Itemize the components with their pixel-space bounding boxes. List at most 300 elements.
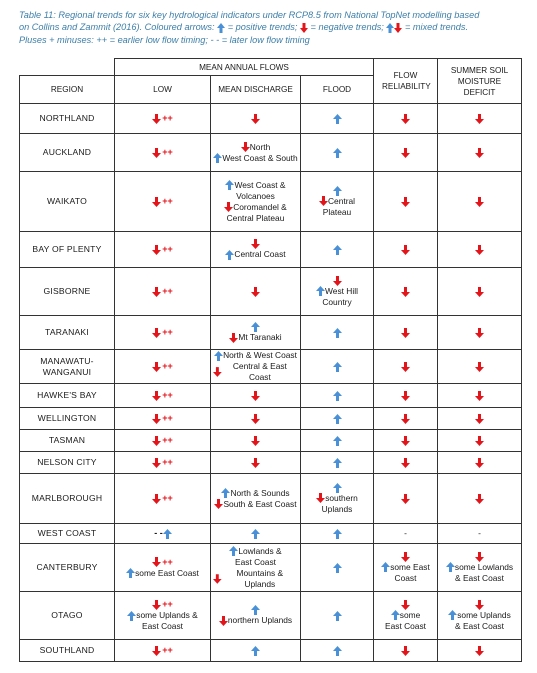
region-cell bbox=[20, 474, 115, 524]
table-row bbox=[20, 474, 522, 524]
cell-content bbox=[213, 605, 298, 626]
up-arrow-icon bbox=[333, 391, 342, 401]
down-arrow-icon bbox=[219, 616, 228, 626]
cell-content bbox=[440, 600, 519, 632]
cell-text: Coromandel & bbox=[233, 201, 287, 212]
down-arrow-icon bbox=[152, 328, 161, 338]
down-arrow-icon bbox=[152, 148, 161, 158]
down-arrow-icon bbox=[475, 362, 484, 372]
down-arrow-icon bbox=[251, 436, 260, 446]
cell-content bbox=[303, 362, 371, 372]
cell-text: ++ bbox=[162, 435, 173, 445]
region-name: WAIKATO bbox=[47, 196, 87, 206]
caption-line-1: Table 11: Regional trends for six key hydrological indicators under RCP8.5 from National TopNet modelling based bbox=[19, 10, 480, 20]
cell-content bbox=[117, 457, 208, 468]
flow-reliability-cell bbox=[374, 384, 438, 408]
flow-reliability-cell bbox=[374, 268, 438, 316]
down-arrow-icon bbox=[401, 114, 410, 124]
cell-content bbox=[440, 458, 519, 468]
mean-discharge-cell bbox=[211, 408, 301, 430]
up-arrow-icon bbox=[386, 23, 394, 33]
down-arrow-icon bbox=[401, 646, 410, 656]
cell-content bbox=[303, 148, 371, 158]
mean-discharge-cell bbox=[211, 134, 301, 172]
cell-content bbox=[117, 435, 208, 446]
cell-content bbox=[376, 552, 435, 584]
soil-deficit-cell bbox=[438, 384, 522, 408]
cell-line bbox=[225, 249, 285, 260]
up-arrow-icon bbox=[333, 148, 342, 158]
flow-reliability-cell bbox=[374, 316, 438, 350]
cell-text: Volcanoes bbox=[236, 190, 275, 201]
cell-line bbox=[455, 573, 504, 584]
table-row bbox=[20, 384, 522, 408]
flow-reliability-cell bbox=[374, 592, 438, 640]
down-arrow-icon bbox=[152, 114, 161, 124]
cell-line bbox=[213, 361, 298, 383]
cell-text: some Uplands & bbox=[136, 610, 198, 620]
region-name: WELLINGTON bbox=[37, 413, 97, 423]
cell-line bbox=[251, 646, 260, 656]
region-name: MANAWATU- bbox=[40, 355, 94, 366]
flood-cell bbox=[301, 104, 374, 134]
cell-line bbox=[401, 287, 410, 297]
cell-text: ++ bbox=[162, 556, 173, 567]
up-arrow-icon bbox=[333, 483, 342, 493]
down-arrow-icon bbox=[241, 142, 250, 152]
cell-line bbox=[475, 646, 484, 656]
cell-line bbox=[323, 207, 351, 218]
flood-cell bbox=[301, 474, 374, 524]
cell-content bbox=[303, 391, 371, 401]
low-cell bbox=[115, 544, 211, 592]
flood-cell bbox=[301, 268, 374, 316]
cell-content bbox=[213, 646, 298, 656]
mean-discharge-cell bbox=[211, 104, 301, 134]
cell-content bbox=[117, 557, 208, 579]
down-arrow-icon bbox=[333, 276, 342, 286]
cell-line bbox=[152, 557, 173, 568]
cell-line bbox=[251, 287, 260, 297]
down-arrow-icon bbox=[401, 245, 410, 255]
cell-content bbox=[117, 244, 208, 255]
up-arrow-icon bbox=[217, 23, 225, 33]
up-arrow-icon bbox=[333, 611, 342, 621]
flood-cell bbox=[301, 452, 374, 474]
down-arrow-icon bbox=[300, 23, 308, 33]
table-row bbox=[20, 524, 522, 544]
cell-text: Plateau bbox=[322, 206, 352, 217]
table-row bbox=[20, 592, 522, 640]
down-arrow-icon bbox=[152, 494, 161, 504]
down-arrow-icon bbox=[401, 458, 410, 468]
cell-line bbox=[152, 244, 173, 255]
cell-line bbox=[404, 528, 407, 539]
cell-content bbox=[303, 458, 371, 468]
flood-cell bbox=[301, 544, 374, 592]
cell-content bbox=[376, 458, 435, 468]
cell-text: Central Plateau bbox=[226, 212, 285, 223]
cell-line bbox=[224, 202, 287, 213]
cell-line bbox=[475, 328, 484, 338]
cell-content bbox=[117, 390, 208, 401]
header-mean-annual-flows: MEAN ANNUAL FLOWS bbox=[115, 59, 374, 76]
region-name: NELSON CITY bbox=[37, 457, 97, 467]
down-arrow-icon bbox=[401, 362, 410, 372]
down-arrow-icon bbox=[251, 458, 260, 468]
down-arrow-icon bbox=[251, 414, 260, 424]
cell-line bbox=[446, 562, 513, 573]
cell-line bbox=[152, 196, 173, 207]
cell-content bbox=[376, 148, 435, 158]
cell-line bbox=[251, 391, 260, 401]
cell-line bbox=[229, 546, 281, 557]
flow-reliability-cell bbox=[374, 430, 438, 452]
cell-content bbox=[213, 239, 298, 260]
mean-discharge-cell bbox=[211, 544, 301, 592]
cell-content bbox=[303, 114, 371, 124]
region-cell bbox=[20, 430, 115, 452]
cell-text: Mountains & Uplands bbox=[236, 567, 284, 589]
table-row bbox=[20, 316, 522, 350]
cell-line bbox=[142, 621, 183, 632]
cell-line bbox=[401, 646, 410, 656]
cell-line bbox=[227, 213, 285, 224]
region-cell bbox=[20, 172, 115, 232]
cell-line bbox=[401, 148, 410, 158]
up-arrow-icon bbox=[251, 529, 260, 539]
down-arrow-icon bbox=[475, 148, 484, 158]
table-row bbox=[20, 134, 522, 172]
cell-line bbox=[475, 414, 484, 424]
flood-cell bbox=[301, 316, 374, 350]
cell-line bbox=[213, 153, 297, 164]
down-arrow-icon bbox=[214, 499, 223, 509]
cell-text: ++ bbox=[162, 413, 173, 423]
soil-deficit-cell bbox=[438, 592, 522, 640]
header-soil-moisture-deficit-text: SUMMER SOIL MOISTURE DEFICIT bbox=[450, 65, 509, 97]
cell-content bbox=[303, 646, 371, 656]
cell-content bbox=[117, 113, 208, 124]
down-arrow-icon bbox=[475, 552, 484, 562]
cell-content bbox=[213, 488, 298, 510]
region-name: NORTHLAND bbox=[39, 113, 95, 123]
region-name: GISBORNE bbox=[43, 286, 91, 296]
mean-discharge-cell bbox=[211, 430, 301, 452]
cell-content bbox=[440, 414, 519, 424]
down-arrow-icon bbox=[251, 287, 260, 297]
up-arrow-icon bbox=[333, 186, 342, 196]
region-cell bbox=[20, 384, 115, 408]
flood-cell bbox=[301, 232, 374, 268]
region-cell bbox=[20, 544, 115, 592]
cell-content bbox=[440, 245, 519, 255]
cell-text: northern Uplands bbox=[227, 615, 293, 625]
cell-text: - bbox=[478, 528, 481, 538]
cell-text: East Coast bbox=[142, 621, 183, 631]
mean-discharge-cell bbox=[211, 232, 301, 268]
cell-text: Mt Taranaki bbox=[238, 332, 282, 342]
up-arrow-icon bbox=[333, 458, 342, 468]
region-name: HAWKE'S BAY bbox=[37, 390, 97, 400]
down-arrow-icon bbox=[401, 552, 410, 562]
cell-line bbox=[152, 599, 173, 610]
cell-line bbox=[214, 350, 297, 361]
cell-text: & East Coast bbox=[455, 620, 504, 631]
up-arrow-icon bbox=[333, 529, 342, 539]
down-arrow-icon bbox=[475, 197, 484, 207]
up-arrow-icon bbox=[333, 563, 342, 573]
cell-line bbox=[401, 414, 410, 424]
region-name: OTAGO bbox=[51, 610, 83, 620]
down-arrow-icon bbox=[152, 414, 161, 424]
cell-line bbox=[385, 621, 426, 632]
cell-content bbox=[440, 287, 519, 297]
header-mean-discharge: MEAN DISCHARGE bbox=[211, 76, 301, 104]
cell-text: South & East Coast bbox=[223, 498, 297, 509]
flood-cell bbox=[301, 592, 374, 640]
cell-text: East Coast bbox=[385, 620, 426, 631]
cell-text: Central Coast bbox=[234, 249, 286, 259]
down-arrow-icon bbox=[401, 328, 410, 338]
low-cell bbox=[115, 640, 211, 662]
cell-content bbox=[376, 362, 435, 372]
caption-line-3: Pluses + minuses: ++ = earlier low flow timing; - - = later low flow timing bbox=[19, 34, 310, 45]
cell-content bbox=[303, 328, 371, 338]
cell-content bbox=[117, 327, 208, 338]
down-arrow-icon bbox=[251, 391, 260, 401]
cell-line bbox=[333, 483, 342, 493]
cell-line bbox=[333, 391, 342, 401]
cell-text: ++ bbox=[162, 493, 173, 503]
flow-reliability-cell bbox=[374, 544, 438, 592]
mean-discharge-cell bbox=[211, 268, 301, 316]
mean-discharge-cell bbox=[211, 316, 301, 350]
cell-line bbox=[213, 568, 298, 590]
cell-content bbox=[376, 328, 435, 338]
header-flow-reliability bbox=[374, 59, 438, 104]
low-cell bbox=[115, 172, 211, 232]
mean-discharge-cell bbox=[211, 592, 301, 640]
cell-text: West Coast & bbox=[234, 179, 286, 190]
up-arrow-icon bbox=[333, 436, 342, 446]
down-arrow-icon bbox=[475, 458, 484, 468]
cell-content bbox=[440, 494, 519, 504]
cell-text: East Coast bbox=[235, 556, 276, 567]
region-cell bbox=[20, 640, 115, 662]
cell-line bbox=[333, 436, 342, 446]
soil-deficit-cell bbox=[438, 316, 522, 350]
cell-line bbox=[251, 436, 260, 446]
down-arrow-icon bbox=[251, 114, 260, 124]
soil-deficit-cell bbox=[438, 134, 522, 172]
cell-line bbox=[333, 148, 342, 158]
cell-content bbox=[440, 646, 519, 656]
cell-text: North & Sounds bbox=[230, 487, 290, 498]
cell-text: ++ bbox=[162, 286, 173, 296]
cell-line bbox=[333, 186, 342, 196]
cell-line bbox=[475, 458, 484, 468]
cell-text: some East bbox=[390, 561, 430, 572]
cell-text: ++ bbox=[162, 113, 173, 123]
table-caption bbox=[19, 9, 524, 46]
region-name: AUCKLAND bbox=[42, 147, 92, 157]
cell-line bbox=[401, 328, 410, 338]
cell-line bbox=[221, 488, 289, 499]
cell-line bbox=[448, 610, 511, 621]
region-name: CANTERBURY bbox=[36, 562, 98, 572]
low-cell bbox=[115, 592, 211, 640]
low-cell bbox=[115, 408, 211, 430]
down-arrow-icon bbox=[475, 414, 484, 424]
cell-content bbox=[117, 528, 208, 539]
cell-line bbox=[251, 414, 260, 424]
cell-text: North bbox=[249, 141, 271, 152]
soil-deficit-cell bbox=[438, 544, 522, 592]
cell-content bbox=[213, 322, 298, 343]
cell-line bbox=[475, 494, 484, 504]
cell-content bbox=[213, 287, 298, 297]
cell-line bbox=[401, 362, 410, 372]
flood-cell bbox=[301, 524, 374, 544]
cell-line bbox=[333, 529, 342, 539]
cell-content bbox=[213, 529, 298, 539]
cell-content bbox=[376, 646, 435, 656]
cell-text: ++ bbox=[162, 361, 173, 371]
cell-line bbox=[401, 494, 410, 504]
low-cell bbox=[115, 232, 211, 268]
up-arrow-icon bbox=[316, 286, 325, 296]
cell-content bbox=[376, 245, 435, 255]
down-arrow-icon bbox=[401, 391, 410, 401]
down-arrow-icon bbox=[224, 202, 233, 212]
cell-line bbox=[401, 458, 410, 468]
up-arrow-icon bbox=[251, 646, 260, 656]
flood-cell bbox=[301, 134, 374, 172]
cell-line bbox=[475, 600, 484, 610]
cell-line bbox=[478, 528, 481, 539]
cell-content bbox=[213, 414, 298, 424]
cell-text: West Coast & South bbox=[222, 152, 298, 163]
cell-text: & East Coast bbox=[455, 572, 504, 583]
table-row bbox=[20, 232, 522, 268]
hydrology-trends-table bbox=[19, 58, 522, 662]
down-arrow-icon bbox=[475, 391, 484, 401]
cell-content bbox=[213, 142, 298, 164]
cell-line bbox=[152, 286, 173, 297]
up-arrow-icon bbox=[251, 322, 260, 332]
down-arrow-icon bbox=[316, 493, 325, 503]
cell-content bbox=[117, 413, 208, 424]
cell-content bbox=[303, 529, 371, 539]
region-cell bbox=[20, 134, 115, 172]
low-cell bbox=[115, 350, 211, 384]
region-name: MARLBOROUGH bbox=[31, 493, 103, 503]
region-name: TARANAKI bbox=[45, 327, 89, 337]
region-name: SOUTHLAND bbox=[39, 645, 95, 655]
cell-text: Uplands bbox=[321, 503, 353, 514]
low-cell bbox=[115, 134, 211, 172]
cell-content bbox=[440, 148, 519, 158]
down-arrow-icon bbox=[475, 114, 484, 124]
cell-line bbox=[319, 196, 355, 207]
cell-content bbox=[440, 362, 519, 372]
cell-text: some bbox=[399, 609, 421, 620]
table-row bbox=[20, 268, 522, 316]
cell-text: some Lowlands bbox=[454, 561, 514, 572]
cell-text: Country bbox=[322, 296, 352, 307]
soil-deficit-cell bbox=[438, 350, 522, 384]
mean-discharge-cell bbox=[211, 350, 301, 384]
cell-content bbox=[117, 599, 208, 632]
cell-line bbox=[229, 332, 281, 343]
up-arrow-icon bbox=[333, 245, 342, 255]
table-row bbox=[20, 104, 522, 134]
down-arrow-icon bbox=[152, 557, 161, 567]
header-flood: FLOOD bbox=[301, 76, 374, 104]
cell-line bbox=[153, 528, 172, 539]
down-arrow-icon bbox=[152, 287, 161, 297]
down-arrow-icon bbox=[251, 239, 260, 249]
down-arrow-icon bbox=[475, 494, 484, 504]
up-arrow-icon bbox=[225, 180, 234, 190]
cell-line bbox=[322, 504, 353, 515]
cell-line bbox=[241, 142, 270, 153]
cell-text: West Hill bbox=[325, 285, 358, 296]
up-arrow-icon bbox=[225, 250, 234, 260]
cell-content bbox=[213, 546, 298, 590]
flow-reliability-cell bbox=[374, 172, 438, 232]
up-arrow-icon bbox=[163, 529, 172, 539]
table-row bbox=[20, 640, 522, 662]
cell-line bbox=[333, 245, 342, 255]
cell-line bbox=[475, 362, 484, 372]
cell-text: some East Coast bbox=[135, 567, 199, 578]
up-arrow-icon bbox=[333, 114, 342, 124]
cell-content bbox=[213, 458, 298, 468]
cell-line bbox=[333, 414, 342, 424]
down-arrow-icon bbox=[401, 414, 410, 424]
cell-content bbox=[376, 600, 435, 632]
down-arrow-icon bbox=[319, 196, 328, 206]
soil-deficit-cell bbox=[438, 474, 522, 524]
cell-line bbox=[455, 621, 504, 632]
cell-content bbox=[440, 552, 519, 584]
low-cell bbox=[115, 104, 211, 134]
cell-content bbox=[440, 328, 519, 338]
cell-content bbox=[213, 391, 298, 401]
low-cell bbox=[115, 474, 211, 524]
up-arrow-icon bbox=[333, 646, 342, 656]
region-cell bbox=[20, 408, 115, 430]
cell-line bbox=[475, 287, 484, 297]
cell-line bbox=[333, 362, 342, 372]
cell-content bbox=[213, 180, 298, 224]
flow-reliability-cell bbox=[374, 232, 438, 268]
cell-line bbox=[333, 611, 342, 621]
cell-content bbox=[440, 528, 519, 539]
cell-line bbox=[127, 610, 197, 621]
cell-line bbox=[475, 148, 484, 158]
cell-content bbox=[117, 147, 208, 158]
cell-line bbox=[251, 322, 260, 332]
low-cell bbox=[115, 384, 211, 408]
cell-content bbox=[213, 436, 298, 446]
cell-text: Central bbox=[328, 195, 355, 206]
flow-reliability-cell bbox=[374, 524, 438, 544]
soil-deficit-cell bbox=[438, 104, 522, 134]
cell-line bbox=[333, 276, 342, 286]
